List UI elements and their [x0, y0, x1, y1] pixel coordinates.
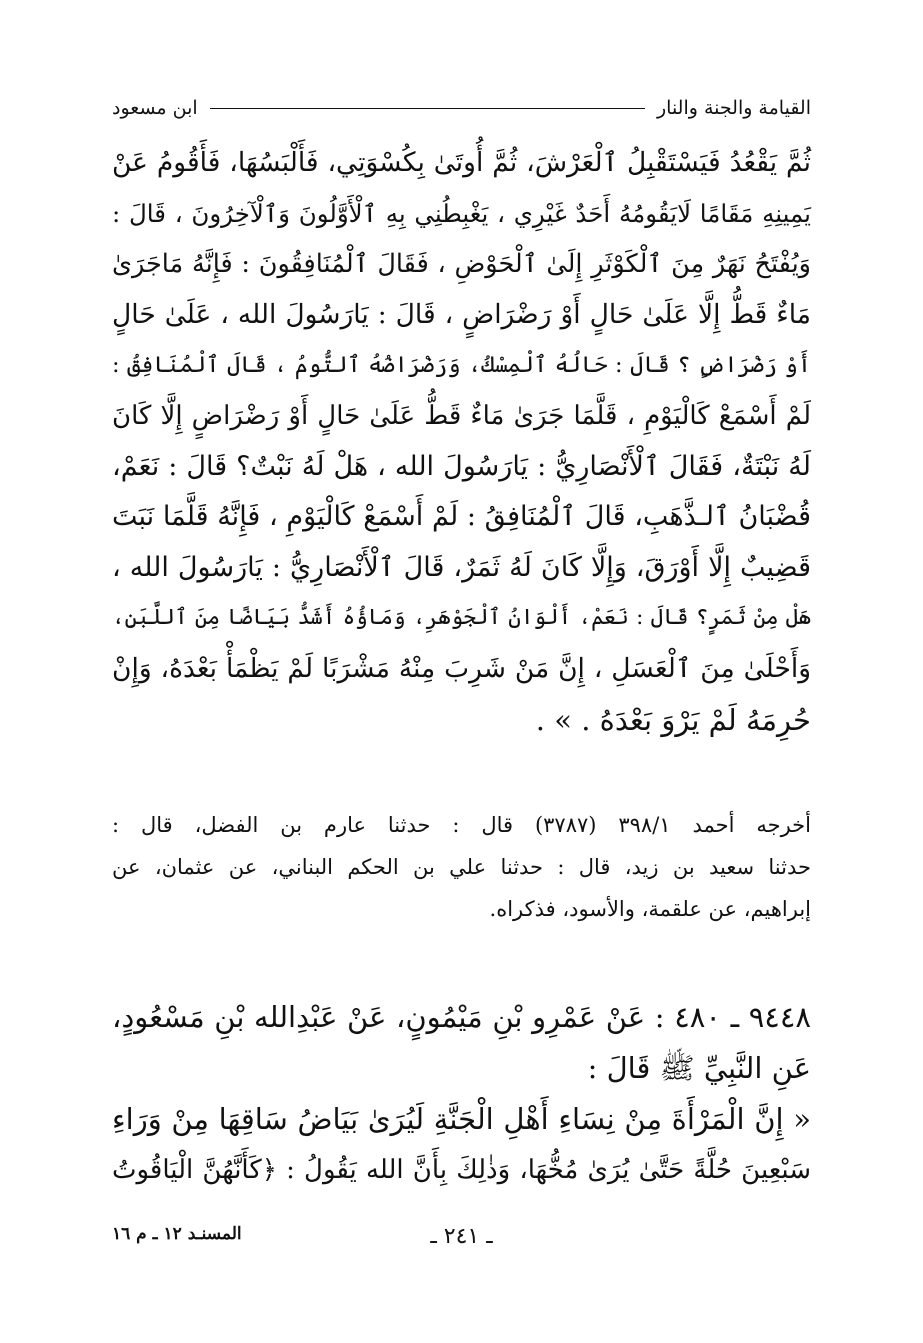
text-line: لَهُ نَبْتَةٌ، فَقَالَ ٱلْأَنْصَارِيُّ : يَارَسُولَ الله ، هَلْ لَهُ نَبْتٌ؟ قَالَ : نَعَمْ،	[112, 450, 811, 482]
text-line: قُضْبَانُ ٱلـذَّهَبِ، قَالَ ٱلْمُنَافِقُ : لَمْ أَسْمَعْ كَالْيَوْمِ ، فَإِنَّهُ قَلَّمَا نَبَتَ	[112, 501, 811, 533]
running-head-rule	[210, 108, 645, 109]
text-line: لَمْ أَسْمَعْ كَالْيَوْمِ ، قَلَّمَا جَرَىٰ مَاءٌ قَطُّ عَلَىٰ حَالٍ أَوْ رَضْرَاضٍ إِلَّا كَانَ	[112, 400, 811, 431]
hadith-heading-line: ٩٤٤٨ ـ ٤٨٠ : عَنْ عَمْرِو بْنِ مَيْمُونٍ، عَنْ عَبْدِالله بْنِ مَسْعُودٍ،	[112, 1000, 811, 1034]
running-head	[112, 94, 811, 122]
hadith-9448	[112, 992, 811, 1196]
text-line: أَوْ رَضْرَاضٍ ؟ قَالَ : حَالُهُ ٱلْمِسْكُ، وَرَضْرَاضُهُ ٱلتُّومُ ، قَالَ ٱلْمُنَافِقُ :	[112, 352, 811, 379]
takhrij-note	[112, 804, 811, 930]
printer-signature: المسنـد ١٢ ـ م ١٦	[112, 1224, 242, 1244]
note-line: حدثنا سعيد بن زيد، قال : حدثنا علي بن الحكم البناني، عن عثمان، عن	[112, 855, 811, 879]
page-number: ـ ٢٤١ ـ	[430, 1224, 493, 1249]
note-line: أخرجه أحمد ٣٩٨/١ (٣٧٨٧) قال : حدثنا عارم بن الفضل، قال :	[112, 813, 811, 837]
text-line: قَضِيبٌ إِلَّا أَوْرَقَ، وَإِلَّا كَانَ لَهُ ثَمَرٌ، قَالَ ٱلْأَنْصَارِيُّ : يَارَسُولَ الله ،	[112, 551, 811, 583]
page-footer	[112, 1224, 811, 1254]
hadith-text-continued	[112, 138, 811, 745]
text-line: وَيُفْتَحُ نَهَرٌ مِنَ ٱلْكَوْثَرِ إِلَىٰ ٱلْحَوْضِ ، فَقَالَ ٱلْمُنَافِقُونَ : فَإِنَّهُ مَاجَرَىٰ	[112, 249, 811, 280]
text-line: هَلْ مِنْ ثَمَرٍ؟ قَالَ : نَعَمْ، أَلْوَانُ ٱلْجَوْهَرِ، وَمَاؤُهُ أَشَدُّ بَيَاضًا مِنَ ٱللَّبَنِ،	[112, 605, 811, 631]
hadith-heading-line: عَنِ النَّبِيِّ ﷺ قَالَ :	[587, 1051, 811, 1085]
text-line: سَبْعِينَ حُلَّةً حَتَّىٰ يُرَىٰ مُخُّهَا، وَذٰلِكَ بِأَنَّ الله يَقُولُ : ﴿كَأَنَّهُنَّ الْيَاقُوتُ	[112, 1155, 811, 1185]
running-head-narrator: ابن مسعود	[112, 97, 198, 119]
running-head-chapter: القيامة والجنة والنار	[656, 97, 811, 119]
text-line: ثُمَّ يَقْعُدُ فَيَسْتَقْبِلُ ٱلْعَرْشَ، ثُمَّ أُوتَىٰ بِكُسْوَتِي، فَأَلْبَسُهَا، فَأَقُومُ عَنْ	[112, 147, 811, 178]
note-line: إبراهيم، عن علقمة، والأسود، فذكراه.	[489, 897, 811, 921]
text-line: « إِنَّ الْمَرْأَةَ مِنْ نِسَاءِ أَهْلِ الْجَنَّةِ لَيُرَىٰ بَيَاضُ سَاقِهَا مِنْ وَرَاءِ	[112, 1102, 811, 1136]
text-line: مَاءٌ قَطُّ إِلَّا عَلَىٰ حَالٍ أَوْ رَضْرَاضٍ ، قَالَ : يَارَسُولَ الله ، عَلَىٰ حَالٍ	[112, 298, 811, 330]
text-line: يَمِينِهِ مَقَامًا لَايَقُومُهُ أَحَدٌ غَيْرِي ، يَغْبِطُنِي بِهِ ٱلْأَوَّلُونَ وَٱلْآخِرُونَ ، قَالَ :	[112, 198, 811, 228]
text-line: حُرِمَهُ لَمْ يَرْوَ بَعْدَهُ . » .	[535, 702, 811, 737]
text-line: وَأَحْلَىٰ مِنَ ٱلْعَسَلِ ، إِنَّ مَنْ شَرِبَ مِنْهُ مَشْرَبًا لَمْ يَظْمَأْ بَعْدَهُ، وَإِنْ	[112, 652, 811, 684]
